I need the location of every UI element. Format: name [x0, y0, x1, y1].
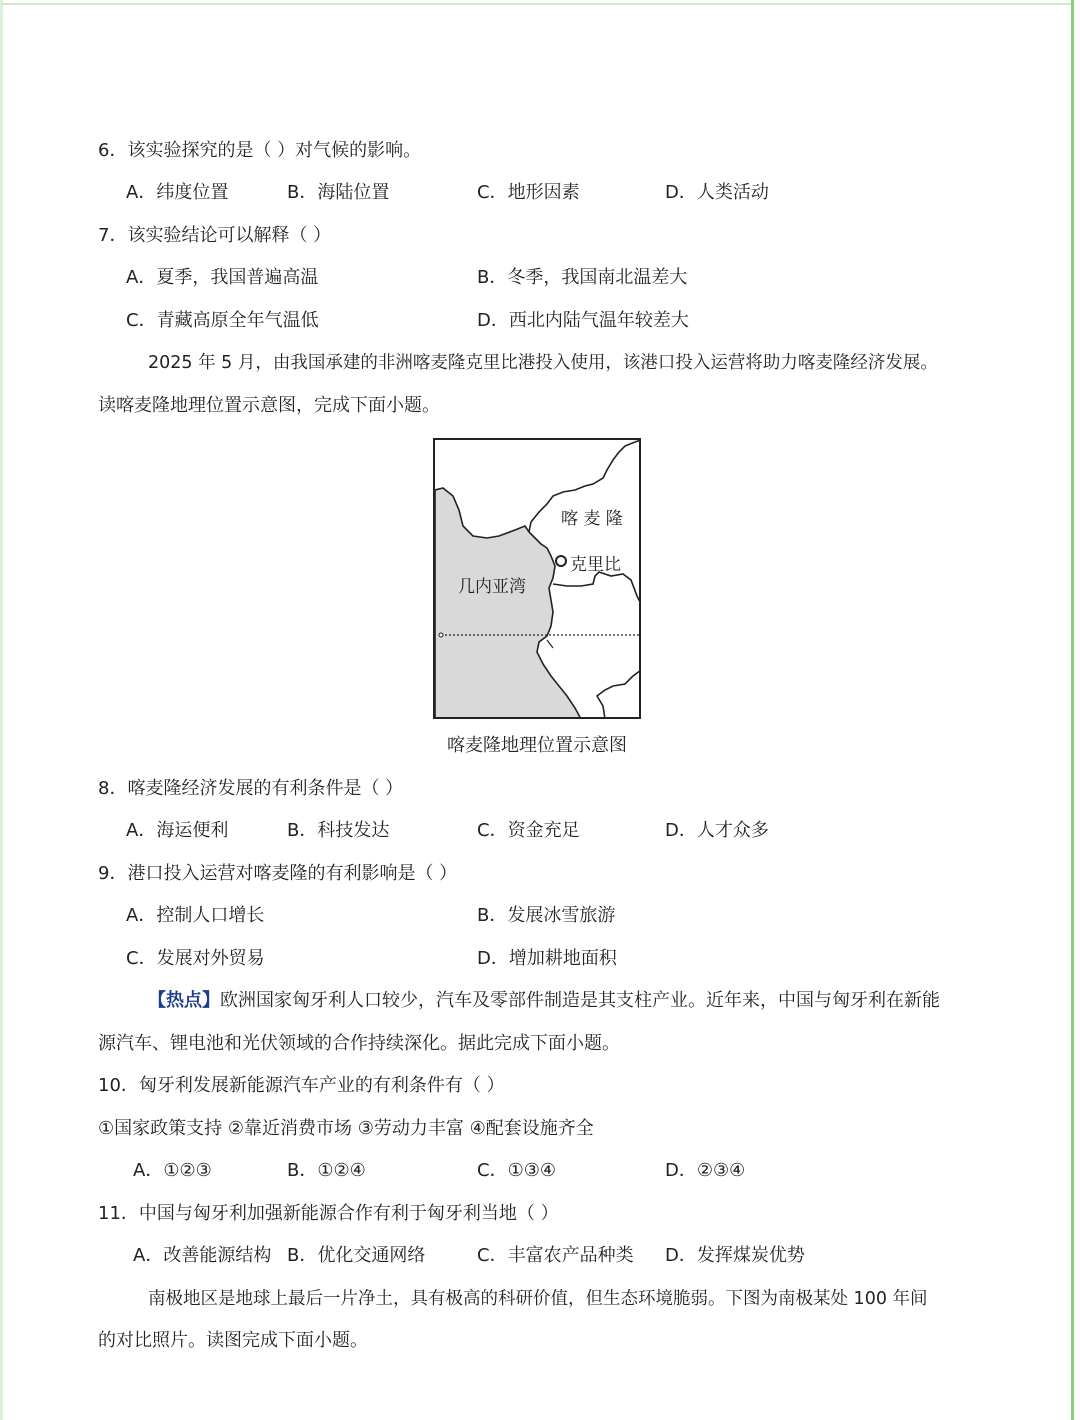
- passage-hungary-line-1: [148, 989, 940, 1013]
- question-8-option-a: A．海运便利: [126, 820, 229, 841]
- map-label-gulf-of-guinea: 几内亚湾: [458, 577, 526, 597]
- passage-cameroon-line-1: 2025 年 5 月，由我国承建的非洲喀麦隆克里比港投入使用，该港口投入运营将助力喀麦隆经济发展。: [148, 353, 938, 373]
- question-6-stem: 6．该实验探究的是（ ）对气候的影响。: [98, 140, 422, 161]
- question-8-option-d: D．人才众多: [665, 820, 769, 841]
- map-label-cameroon: 喀 麦 隆: [561, 509, 623, 529]
- passage-antarctica-line-1: 南极地区是地球上最后一片净土，具有极高的科研价值，但生态环境脆弱。下图为南极某处 100 年间: [148, 1289, 928, 1309]
- passage-hungary-text-1: 欧洲国家匈牙利人口较少，汽车及零部件制造是其支柱产业。近年来，中国与匈牙利在新能: [220, 990, 940, 1011]
- question-10-option-a: A．①②③: [133, 1160, 212, 1181]
- question-6-option-a: A．纬度位置: [126, 182, 229, 203]
- question-7-option-b: B．冬季，我国南北温差大: [477, 267, 688, 288]
- question-9-option-a: A．控制人口增长: [126, 905, 265, 926]
- map-caption: 喀麦隆地理位置示意图: [447, 735, 627, 756]
- question-9-option-c: C．发展对外贸易: [126, 948, 265, 969]
- question-11-option-a: A．改善能源结构: [133, 1245, 272, 1266]
- question-10-option-c: C．①③④: [477, 1160, 556, 1181]
- question-9-stem: 9．港口投入运营对喀麦隆的有利影响是（ ）: [98, 863, 458, 884]
- hot-topic-tag: 【热点】: [148, 990, 220, 1011]
- question-11-option-c: C．丰富农产品种类: [477, 1245, 634, 1266]
- question-11-stem: 11．中国与匈牙利加强新能源合作有利于匈牙利当地（ ）: [98, 1203, 559, 1224]
- passage-hungary-line-2: 源汽车、锂电池和光伏领域的合作持续深化。据此完成下面小题。: [98, 1033, 620, 1054]
- passage-cameroon-line-2: 读喀麦隆地理位置示意图，完成下面小题。: [98, 395, 440, 416]
- cameroon-location-map: [433, 438, 641, 719]
- gulf-sea-area: [435, 488, 581, 719]
- southern-border: [553, 572, 641, 604]
- question-10-items: ①国家政策支持 ②靠近消费市场 ③劳动力丰富 ④配套设施齐全: [98, 1118, 594, 1139]
- question-9-option-b: B．发展冰雪旅游: [477, 905, 616, 926]
- kribi-port-icon: [556, 556, 566, 566]
- question-7-option-c: C．青藏高原全年气温低: [126, 310, 319, 331]
- lower-border: [597, 670, 641, 719]
- equator-marker: [439, 633, 443, 637]
- map-label-kribi: 克里比: [570, 555, 621, 575]
- question-7-stem: 7．该实验结论可以解释（ ）: [98, 225, 332, 246]
- page-border-right: [1071, 0, 1074, 1420]
- page-border-left: [0, 0, 3, 1420]
- question-10-option-d: D．②③④: [665, 1160, 746, 1181]
- question-8-option-b: B．科技发达: [287, 820, 390, 841]
- question-11-option-d: D．发挥煤炭优势: [665, 1245, 805, 1266]
- coast-detail: [547, 640, 553, 648]
- question-8-option-c: C．资金充足: [477, 820, 580, 841]
- passage-antarctica-line-2: 的对比照片。读图完成下面小题。: [98, 1330, 368, 1351]
- question-10-option-b: B．①②④: [287, 1160, 366, 1181]
- question-6-option-d: D．人类活动: [665, 182, 769, 203]
- question-11-option-b: B．优化交通网络: [287, 1245, 426, 1266]
- question-8-stem: 8．喀麦隆经济发展的有利条件是（ ）: [98, 778, 404, 799]
- question-6-option-c: C．地形因素: [477, 182, 580, 203]
- question-7-option-a: A．夏季，我国普遍高温: [126, 267, 319, 288]
- question-6-option-b: B．海陆位置: [287, 182, 390, 203]
- question-9-option-d: D．增加耕地面积: [477, 948, 617, 969]
- page-border-top: [3, 3, 1071, 5]
- question-7-option-d: D．西北内陆气温年较差大: [477, 310, 689, 331]
- question-10-stem: 10．匈牙利发展新能源汽车产业的有利条件有（ ）: [98, 1075, 505, 1096]
